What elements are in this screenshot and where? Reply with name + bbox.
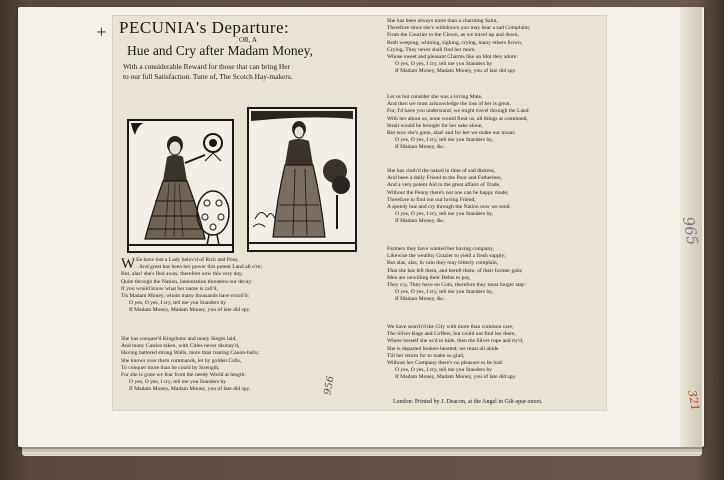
handwritten-sheet-number: 956 <box>322 375 337 396</box>
verse-line: Without the Penny there's not one can be happy made; <box>387 189 509 196</box>
verse-line: Both weeping, whining, sighing, crying, many others frown, <box>387 39 523 46</box>
verse-line: Ee have lost a Lady belov'd of Rich and Poor, <box>136 257 239 263</box>
verse-line: We have search'd the City with more than common care, <box>387 324 514 330</box>
verse-line: For, I'd have you understand, we might travel through the Land <box>387 108 529 115</box>
ballad-reward-line <box>123 62 381 82</box>
verse-line: Men are unwilling their Debts to pay, <box>387 274 471 281</box>
verse-line: Quite through the Nation, lamentation threatens our decay: <box>121 278 253 285</box>
verse-line: To conquer more than be could by Strength, <box>121 364 220 371</box>
handwritten-shelf-number: 965 <box>678 215 702 247</box>
verse-line: If Madam Money, Madam Money, you of late did spy. <box>129 307 251 314</box>
verse-line: Tis Madam Money, whom many thousands have extoll'd: <box>121 292 250 299</box>
verse-line: For she is gone we fear from the needy World at length: <box>121 371 246 378</box>
page-edges <box>22 446 702 456</box>
verse-line: Whose sweet and pleasant Charms like an Idol they adore: <box>387 53 518 60</box>
verse-line: She is departed broken-hearted, we must all abide <box>387 345 499 352</box>
verse-line: But alas, alas, in vain they may bitterly complain, <box>387 260 499 267</box>
reward-line-1: With a considerable Reward for those that can bring Her <box>123 62 290 71</box>
verse-line: But now she's gone, alas! and for her we make our moan: <box>387 129 516 136</box>
woodcut-lady-with-peacock <box>127 119 234 253</box>
verse-line: Crying, They never shall find her more, <box>387 46 476 53</box>
verse-line: If you would know what her name is call'd, <box>121 285 218 292</box>
verse-line: Where herself she us'd to hide, then the Silver rope and try'd, <box>387 338 524 345</box>
stanza-right-4 <box>387 246 526 304</box>
verse-line: From the Courtier to the Clown, as we travel up and down, <box>387 32 519 39</box>
verse-line: But, alas! she's fled away, therefore now this very day, <box>121 271 243 278</box>
folio-number: 321 <box>685 389 702 412</box>
ballad-title: PECUNIA's Departure: <box>119 18 290 37</box>
verse-line: And many Castles taken, with Cities never dismay'd, <box>121 343 240 350</box>
verse-line: Farmers they have wanted her having company, <box>387 246 494 252</box>
verse-line: She has been always more than a charming Saint, <box>387 18 498 24</box>
verse-line: If Madam Money, &c. <box>395 296 446 303</box>
verse-line: Without her Company there's no pleasure to be had: <box>387 359 504 366</box>
verse-line: If Madam Money, &c. <box>395 218 446 225</box>
verse-line: A speedy hue and cry through the Nation now we send: <box>387 203 511 210</box>
verse-line: If Madam Money, Madam Money, you of late did spy. <box>395 68 517 75</box>
verse-line: The Silver Bags and Coffers, but could not find her there, <box>387 331 516 338</box>
verse-line: O yes, O yes, I cry, tell me you Standers by, <box>395 211 494 218</box>
verse-line: And been a daily Friend to the Poor and Fatherless, <box>387 175 502 182</box>
verse-line: If Madam Money, Madam Money, you of late did spy. <box>129 386 251 393</box>
dropcap: W <box>121 256 136 272</box>
verse-line: Therefore to find out our loving Friend, <box>387 196 476 203</box>
verse-line: Let us but consider she was a loving Mate, <box>387 94 483 100</box>
printer-imprint: London: Printed by J. Deacon, at the Angel in Gilt-spur-street. <box>393 399 543 405</box>
right-column <box>385 16 606 410</box>
verse-line: Till her return for to make us glad, <box>387 352 465 359</box>
margin-plus-mark: + <box>96 25 107 40</box>
verse-line: She knows over them commands, let by golden Calls, <box>121 357 242 364</box>
stanza-left-2 <box>121 336 259 394</box>
woodcut-lady-in-landscape <box>247 107 357 252</box>
stanza-right-1 <box>387 18 530 76</box>
verse-line: O yes, O yes, I cry, tell me you Standers by <box>129 379 227 386</box>
verse-line: Therefore since she's withdrawn you may hear a sad Complaint, <box>387 25 531 32</box>
verse-line: Likewise the wealthy Grazier to yield a fresh supply; <box>387 253 506 260</box>
ballad-subtitle: Hue and Cry after Madam Money, <box>127 43 313 58</box>
verse-line: O yes, O yes, I cry, tell me you Standers by <box>395 61 493 68</box>
stanza-right-3 <box>387 168 511 226</box>
stanza-right-5 <box>387 324 523 382</box>
verse-line: If Madam Money, Madam Money, you of late did spy. <box>395 374 517 381</box>
verse-line: And great has been her power this potent Land all o're; <box>139 264 262 271</box>
broadside-sheet <box>113 16 606 410</box>
verse-line: And a very potent Aid to the great affairs of Trade, <box>387 182 501 189</box>
verse-line: O yes, O yes, I cry, tell me you Standers by, <box>395 137 494 144</box>
left-column <box>117 16 385 410</box>
verse-line: They cry, They have no Coin, therefore they must longer stay: <box>387 281 527 288</box>
verse-line: With her about us, none would flout us, all things at command, <box>387 115 528 122</box>
verse-line: O yes, O yes, I cry, tell me you Standers by <box>129 300 227 307</box>
verse-line: Strait would be brought for her sake alone, <box>387 122 483 129</box>
reward-line-2: to our full Satisfaction. Tune of, The Scotch Hay-makers. <box>123 72 293 81</box>
ballad-title-or: OR, A <box>239 36 257 44</box>
verse-line: O yes, O yes, I cry, tell me you Standers by, <box>395 289 494 296</box>
verse-line: That she has left them, and bereft them, of their former gain; <box>387 267 523 274</box>
verse-line: She has cloth'd the naked in time of sad distress, <box>387 168 496 174</box>
verse-line: And then we must acknowledge the loss of her is great, <box>387 101 511 108</box>
verse-line: O yes, O yes, I cry, tell me you Standers by <box>395 367 493 374</box>
verse-line: She has conquer'd Kingdoms and many Sieges laid, <box>121 336 237 342</box>
stanza-left-1 <box>121 257 262 315</box>
verse-line: Having battered strong Walls, more than roaring Canon-balls; <box>121 350 260 357</box>
verse-line: If Madam Money, &c. <box>395 144 446 151</box>
stanza-right-2 <box>387 94 529 152</box>
